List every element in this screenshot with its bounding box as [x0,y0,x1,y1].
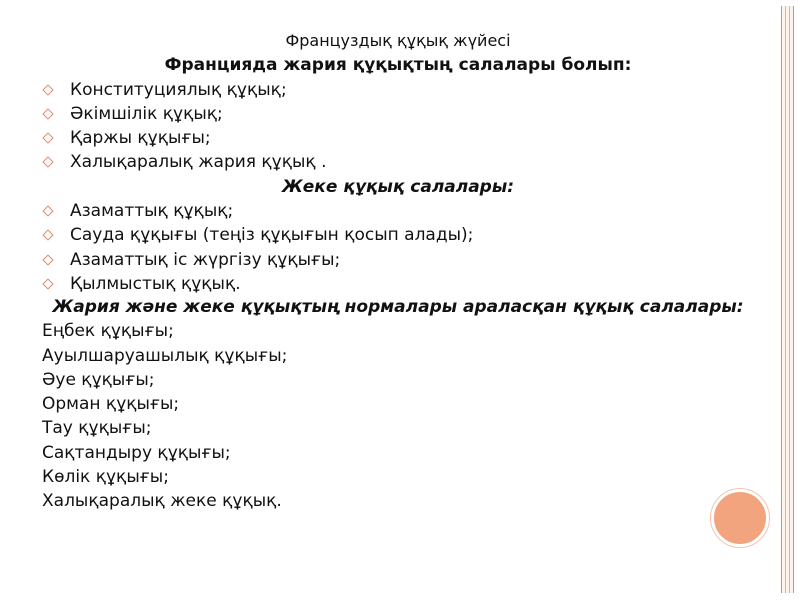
list-item: Азаматтық құқық; [42,199,754,223]
bullet-diamond-icon [42,108,53,119]
bullet-diamond-icon [42,205,53,216]
bullet-diamond-icon [42,230,53,241]
list-item: Тау құқығы; [42,418,152,439]
slide-subtitle: Француздық құқық жүйесі [285,31,511,50]
bullet-diamond-icon [42,278,53,289]
list-item: Халықаралық жеке құқық. [42,491,282,512]
list-item: Конституциялық құқық; [42,78,754,102]
private-law-heading: Жеке құқық салалары: [281,176,515,197]
mixed-law-heading: Жария және жеке құқықтың нормалары араласқан құқық салалары: [52,297,744,318]
bullet-diamond-icon [42,133,53,144]
list-item: Қылмыстық құқық. [42,272,754,296]
list-item: Азаматтық іс жүргізу құқығы; [42,248,754,272]
list-item: Қаржы құқығы; [42,126,754,150]
bullet-diamond-icon [42,157,53,168]
list-item: Ауылшаруашылық құқығы; [42,345,288,366]
bullet-diamond-icon [42,254,53,265]
public-law-heading: Францияда жария құқықтың салалары болып: [164,55,632,76]
list-item: Көлік құқығы; [42,467,169,488]
list-item: Халықаралық жария құқық . [42,150,754,174]
slide-content [42,29,754,514]
list-item: Сауда құқығы (теңіз құқығын қосып алады); [42,223,754,247]
right-frame-border [781,6,794,593]
list-item: Еңбек құқығы; [42,321,174,342]
list-item: Әкімшілік құқық; [42,102,754,126]
bullet-diamond-icon [42,84,53,95]
list-item: Сақтандыру құқығы; [42,442,231,463]
list-item: Орман құқығы; [42,394,180,415]
list-item: Әуе құқығы; [42,369,155,390]
